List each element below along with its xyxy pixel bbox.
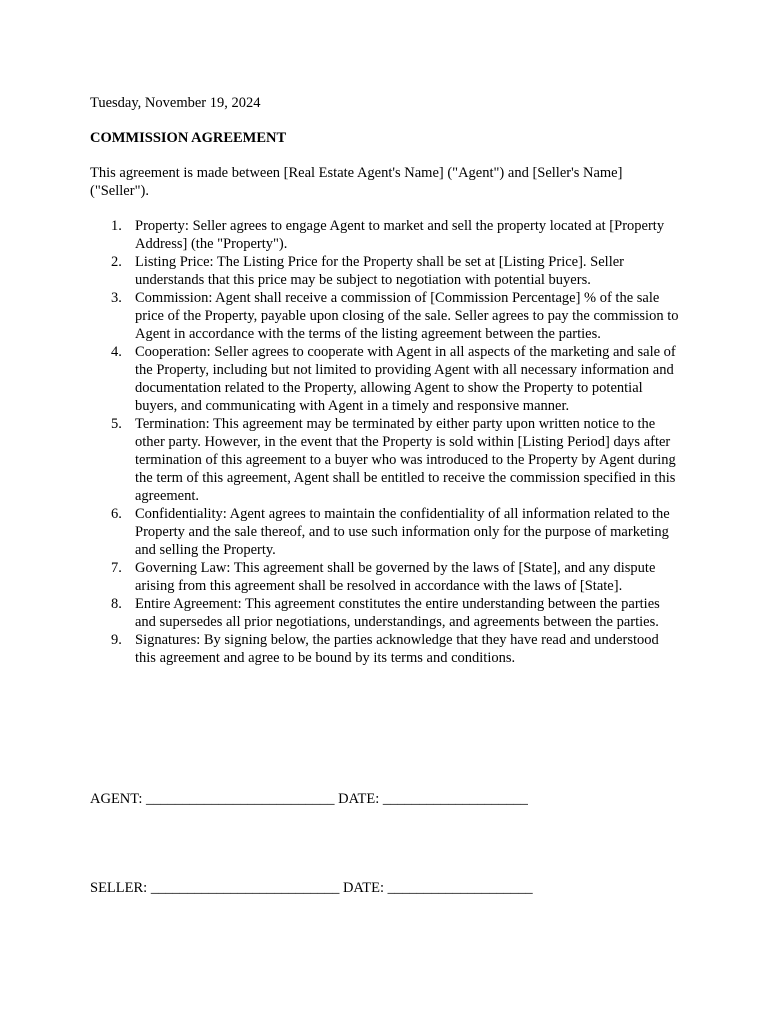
clause-item — [111, 253, 682, 289]
clause-number: 3. — [111, 290, 122, 306]
clause-text: Termination: This agreement may be terminated by either party upon written notice to the other party. However, in the event that the Property is sold within [Listing Period] days after termination of this agreement to a buyer who was introduced to the Property by Agent during the term of this agreement, Agent shall be entitled to receive the commission specified in this agreement. — [135, 416, 676, 504]
clause-text: Governing Law: This agreement shall be governed by the laws of [State], and any dispute arising from this agreement shall be resolved in accordance with the laws of [State]. — [135, 560, 656, 594]
clause-text: Commission: Agent shall receive a commission of [Commission Percentage] % of the sale price of the Property, payable upon closing of the sale. Seller agrees to pay the commission to Agent in accordance with the terms of the listing agreement between the parties. — [135, 290, 679, 342]
clause-number: 1. — [111, 218, 122, 234]
clause-number: 6. — [111, 506, 122, 522]
clause-text: Listing Price: The Listing Price for the Property shall be set at [Listing Price]. Seller understands that this price may be subject to negotiation with potential buyers. — [135, 254, 624, 288]
document-title: COMMISSION AGREEMENT — [90, 130, 287, 146]
clause-text: Confidentiality: Agent agrees to maintain the confidentiality of all information related to the Property and the sale thereof, and to use such information only for the purpose of marketing and selling the Property. — [135, 506, 670, 558]
clause-number: 9. — [111, 632, 122, 648]
clause-number: 5. — [111, 416, 122, 432]
clause-item — [111, 595, 682, 631]
clause-item — [111, 505, 682, 559]
clause-text: Entire Agreement: This agreement constitutes the entire understanding between the parties and supersedes all prior negotiations, understandings, and agreements between the parties. — [135, 596, 660, 630]
clause-item — [111, 343, 682, 415]
clause-text: Cooperation: Seller agrees to cooperate with Agent in all aspects of the marketing and sale of the Property, including but not limited to providing Agent with all necessary information and documentation related to the Property, allowing Agent to show the Property to potential buyers, and communicating with Agent in a timely and responsive manner. — [135, 344, 676, 414]
clause-item — [111, 415, 682, 505]
clause-item — [111, 217, 682, 253]
clause-item — [111, 289, 682, 343]
document-date: Tuesday, November 19, 2024 — [90, 95, 261, 111]
intro-paragraph: This agreement is made between [Real Estate Agent's Name] ("Agent") and [Seller's Name] ("Seller"). — [90, 165, 623, 199]
clause-number: 8. — [111, 596, 122, 612]
clause-list — [90, 217, 682, 667]
agent-signature-line: AGENT: __________________________ DATE: ____________________ — [90, 791, 528, 807]
clause-item — [111, 559, 682, 595]
clause-number: 7. — [111, 560, 122, 576]
document-body — [90, 94, 682, 667]
clause-number: 2. — [111, 254, 122, 270]
clause-text: Property: Seller agrees to engage Agent to market and sell the property located at [Property Address] (the "Property"). — [135, 218, 665, 252]
clause-text: Signatures: By signing below, the parties acknowledge that they have read and understood this agreement and agree to be bound by its terms and conditions. — [135, 632, 659, 666]
seller-signature-line: SELLER: __________________________ DATE: ____________________ — [90, 880, 533, 896]
clause-number: 4. — [111, 344, 122, 360]
clause-item — [111, 631, 682, 667]
